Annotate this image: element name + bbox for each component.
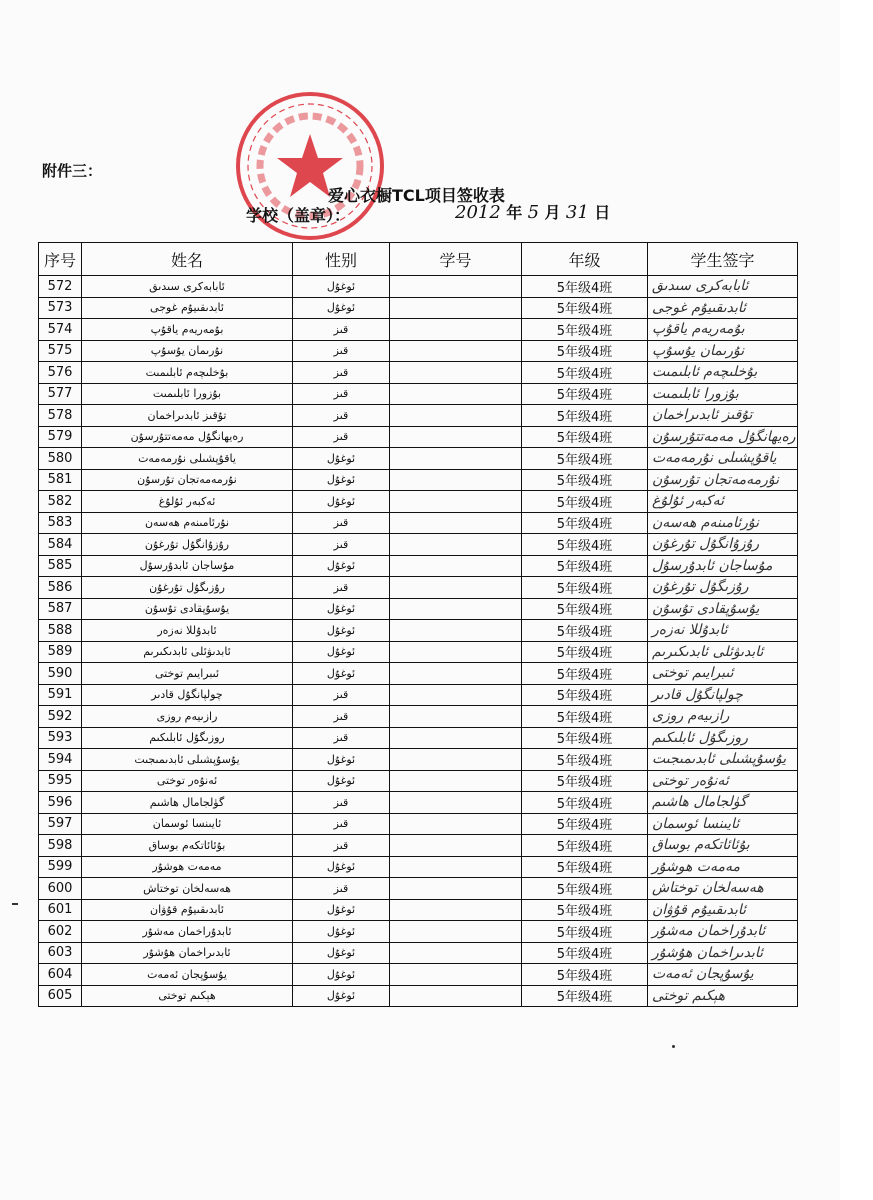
row-number: 605 — [39, 985, 82, 1007]
student-grade: 5年级4班 — [522, 297, 648, 319]
student-signature: بۇئائاتكەم بوساق — [648, 835, 798, 857]
student-gender: ئوغۇل — [293, 641, 390, 663]
student-name: رۇزىگۇل تۇرغۇن — [82, 577, 293, 599]
row-number: 579 — [39, 426, 82, 448]
student-grade: 5年级4班 — [522, 792, 648, 814]
table-row — [39, 985, 798, 1007]
date-day: 31 — [565, 202, 589, 223]
student-gender: ئوغۇل — [293, 620, 390, 642]
student-signature: ھەسەلخان توختاش — [648, 878, 798, 900]
scan-dot — [672, 1045, 675, 1048]
student-name: ئابدىقىيۇم قۇۋان — [82, 899, 293, 921]
student-id — [390, 297, 522, 319]
student-signature: مۇساجان ئابدۇرسۇل — [648, 555, 798, 577]
student-gender: قىز — [293, 706, 390, 728]
student-signature: نۇرئامىنەم ھەسەن — [648, 512, 798, 534]
student-name: ھەسەلخان توختاش — [82, 878, 293, 900]
row-number: 584 — [39, 534, 82, 556]
table-row — [39, 448, 798, 470]
student-id — [390, 362, 522, 384]
student-grade: 5年级4班 — [522, 878, 648, 900]
student-id — [390, 491, 522, 513]
row-number: 582 — [39, 491, 82, 513]
table-row — [39, 899, 798, 921]
date-month-unit: 月 — [544, 203, 561, 222]
row-number: 593 — [39, 727, 82, 749]
student-id — [390, 641, 522, 663]
student-name: نۇرئامىنەم ھەسەن — [82, 512, 293, 534]
student-gender: ئوغۇل — [293, 964, 390, 986]
table-row — [39, 555, 798, 577]
student-name: ھېكىم توختى — [82, 985, 293, 1007]
student-id — [390, 577, 522, 599]
student-signature: تۇقىز ئابدىراخمان — [648, 405, 798, 427]
row-number: 603 — [39, 942, 82, 964]
table-row — [39, 405, 798, 427]
table-row — [39, 276, 798, 298]
student-id — [390, 942, 522, 964]
table-row — [39, 340, 798, 362]
student-id — [390, 921, 522, 943]
row-number: 601 — [39, 899, 82, 921]
student-gender: ئوغۇل — [293, 942, 390, 964]
student-id — [390, 469, 522, 491]
student-name: ياقۇپشىلى نۇرمەمەت — [82, 448, 293, 470]
table-row — [39, 319, 798, 341]
row-number: 578 — [39, 405, 82, 427]
table-row — [39, 749, 798, 771]
student-id — [390, 598, 522, 620]
student-gender: قىز — [293, 813, 390, 835]
row-number: 600 — [39, 878, 82, 900]
table-row — [39, 964, 798, 986]
student-name: بۇخلىچەم ئابلىمىت — [82, 362, 293, 384]
student-gender: قىز — [293, 383, 390, 405]
table-row — [39, 706, 798, 728]
table-header-row — [39, 243, 798, 276]
student-grade: 5年级4班 — [522, 620, 648, 642]
student-grade: 5年级4班 — [522, 964, 648, 986]
row-number: 575 — [39, 340, 82, 362]
student-name: ئابدىراخمان ھۇشۇر — [82, 942, 293, 964]
student-gender: ئوغۇل — [293, 749, 390, 771]
student-gender: ئوغۇل — [293, 598, 390, 620]
student-name: بۇئائاتكەم بوساق — [82, 835, 293, 857]
student-name: ئابدۇراخمان مەشۇر — [82, 921, 293, 943]
student-grade: 5年级4班 — [522, 749, 648, 771]
row-number: 604 — [39, 964, 82, 986]
student-name: يۇسۇپجان ئەمەت — [82, 964, 293, 986]
student-id — [390, 749, 522, 771]
table-row — [39, 835, 798, 857]
student-name: يۇسۇپشىلى ئابدىمىجىت — [82, 749, 293, 771]
student-id — [390, 534, 522, 556]
student-id — [390, 899, 522, 921]
student-signature: بۇزورا ئابلىمىت — [648, 383, 798, 405]
student-gender: ئوغۇل — [293, 491, 390, 513]
student-gender: ئوغۇل — [293, 469, 390, 491]
student-id — [390, 684, 522, 706]
sign-date — [455, 200, 610, 223]
row-number: 581 — [39, 469, 82, 491]
table-row — [39, 878, 798, 900]
table-row — [39, 362, 798, 384]
student-gender: ئوغۇل — [293, 985, 390, 1007]
row-number: 587 — [39, 598, 82, 620]
student-gender: ئوغۇل — [293, 856, 390, 878]
student-grade: 5年级4班 — [522, 641, 648, 663]
student-gender: ئوغۇل — [293, 770, 390, 792]
student-gender: قىز — [293, 878, 390, 900]
student-id — [390, 426, 522, 448]
student-grade: 5年级4班 — [522, 469, 648, 491]
student-id — [390, 770, 522, 792]
row-number: 599 — [39, 856, 82, 878]
student-id — [390, 706, 522, 728]
table-row — [39, 383, 798, 405]
table-row — [39, 921, 798, 943]
student-name: بۇزورا ئابلىمىت — [82, 383, 293, 405]
table-row — [39, 534, 798, 556]
student-signature: ئابدىقىيۇم قۇۋان — [648, 899, 798, 921]
student-signature: يۇسۇپشىلى ئابدىمىجىت — [648, 749, 798, 771]
student-gender: ئوغۇل — [293, 276, 390, 298]
date-year: 2012 — [455, 202, 501, 223]
student-gender: قىز — [293, 319, 390, 341]
student-gender: قىز — [293, 405, 390, 427]
table-row — [39, 663, 798, 685]
student-id — [390, 856, 522, 878]
date-year-unit: 年 — [506, 203, 523, 222]
row-number: 574 — [39, 319, 82, 341]
student-signature: ئابدۇللا نەزەر — [648, 620, 798, 642]
student-signature: ئەنۇەر توختى — [648, 770, 798, 792]
student-grade: 5年级4班 — [522, 491, 648, 513]
table-row — [39, 620, 798, 642]
table-row — [39, 491, 798, 513]
student-signature: مەمەت ھوشۇر — [648, 856, 798, 878]
student-signature: يۇسۇپقادى تۇسۇن — [648, 598, 798, 620]
student-grade: 5年级4班 — [522, 921, 648, 943]
student-id — [390, 792, 522, 814]
student-name: ئەكبەر ئۇلۇغ — [82, 491, 293, 513]
student-grade: 5年级4班 — [522, 856, 648, 878]
student-id — [390, 620, 522, 642]
student-signature: ئابدىقىيۇم غوجى — [648, 297, 798, 319]
table-row — [39, 813, 798, 835]
student-name: ئىبرايىم توختى — [82, 663, 293, 685]
row-number: 591 — [39, 684, 82, 706]
student-signature: ئابابەكرى سىدىق — [648, 276, 798, 298]
student-id — [390, 727, 522, 749]
row-number: 592 — [39, 706, 82, 728]
student-id — [390, 405, 522, 427]
student-name: روزىگۇل ئابلىكىم — [82, 727, 293, 749]
student-id — [390, 555, 522, 577]
student-signature: ياقۇپشىلى نۇرمەمەت — [648, 448, 798, 470]
row-number: 585 — [39, 555, 82, 577]
table-row — [39, 426, 798, 448]
student-signature: رۇزۇانگۇل تۇرغۇن — [648, 534, 798, 556]
student-name: چولپانگۇل قادىر — [82, 684, 293, 706]
table-row — [39, 598, 798, 620]
student-grade: 5年级4班 — [522, 985, 648, 1007]
student-name: ئابدىۋئلى ئابدىكىرىم — [82, 641, 293, 663]
student-gender: قىز — [293, 362, 390, 384]
student-grade: 5年级4班 — [522, 577, 648, 599]
student-gender: قىز — [293, 340, 390, 362]
row-number: 576 — [39, 362, 82, 384]
student-gender: ئوغۇل — [293, 448, 390, 470]
student-signature: ھېكىم توختى — [648, 985, 798, 1007]
attachment-label: 附件三： — [42, 162, 103, 180]
row-number: 589 — [39, 641, 82, 663]
row-number: 588 — [39, 620, 82, 642]
student-signature: ئەكبەر ئۇلۇغ — [648, 491, 798, 513]
student-id — [390, 512, 522, 534]
school-stamp-label: 学校（盖章）： — [246, 206, 351, 225]
col-header-name: 姓名 — [82, 243, 293, 276]
row-number: 573 — [39, 297, 82, 319]
table-row — [39, 469, 798, 491]
col-header-signature: 学生签字 — [648, 243, 798, 276]
table-row — [39, 856, 798, 878]
table-row — [39, 770, 798, 792]
student-signature: ئابدۇراخمان مەشۇر — [648, 921, 798, 943]
student-grade: 5年级4班 — [522, 448, 648, 470]
table-row — [39, 577, 798, 599]
student-grade: 5年级4班 — [522, 426, 648, 448]
student-grade: 5年级4班 — [522, 534, 648, 556]
student-grade: 5年级4班 — [522, 276, 648, 298]
row-number: 580 — [39, 448, 82, 470]
student-name: رەيھانگۇل مەمەتتۇرسۇن — [82, 426, 293, 448]
student-signature: بۇمەريەم ياقۇپ — [648, 319, 798, 341]
student-id — [390, 448, 522, 470]
student-name: مەمەت ھوشۇر — [82, 856, 293, 878]
student-grade: 5年级4班 — [522, 727, 648, 749]
row-number: 594 — [39, 749, 82, 771]
student-grade: 5年级4班 — [522, 942, 648, 964]
table-row — [39, 727, 798, 749]
student-id — [390, 985, 522, 1007]
student-grade: 5年级4班 — [522, 512, 648, 534]
col-header-gender: 性别 — [293, 243, 390, 276]
student-grade: 5年级4班 — [522, 340, 648, 362]
student-gender: قىز — [293, 426, 390, 448]
student-gender: ئوغۇل — [293, 663, 390, 685]
table-row — [39, 792, 798, 814]
row-number: 598 — [39, 835, 82, 857]
student-id — [390, 878, 522, 900]
student-signature: بۇخلىچەم ئابلىمىت — [648, 362, 798, 384]
student-gender: قىز — [293, 512, 390, 534]
date-day-unit: 日 — [594, 203, 611, 222]
student-id — [390, 319, 522, 341]
student-grade: 5年级4班 — [522, 362, 648, 384]
student-grade: 5年级4班 — [522, 706, 648, 728]
student-id — [390, 813, 522, 835]
student-id — [390, 276, 522, 298]
table-row — [39, 684, 798, 706]
form-title: 爱心衣橱TCL项目签收表 — [328, 186, 505, 205]
scan-mark — [12, 903, 18, 905]
student-gender: ئوغۇل — [293, 899, 390, 921]
student-grade: 5年级4班 — [522, 319, 648, 341]
student-signature: نۇرمەمەتجان تۇرسۇن — [648, 469, 798, 491]
student-signature: رۇزىگۇل تۇرغۇن — [648, 577, 798, 599]
student-name: ئەنۇەر توختى — [82, 770, 293, 792]
row-number: 590 — [39, 663, 82, 685]
student-signature: رازىيەم روزى — [648, 706, 798, 728]
student-gender: قىز — [293, 835, 390, 857]
student-gender: قىز — [293, 727, 390, 749]
student-name: نۇرمەمەتجان تۇرسۇن — [82, 469, 293, 491]
student-name: رۇزۇانگۇل تۇرغۇن — [82, 534, 293, 556]
student-grade: 5年级4班 — [522, 555, 648, 577]
student-signature: چولپانگۇل قادىر — [648, 684, 798, 706]
student-id — [390, 964, 522, 986]
student-grade: 5年级4班 — [522, 405, 648, 427]
student-gender: ئوغۇل — [293, 921, 390, 943]
student-grade: 5年级4班 — [522, 770, 648, 792]
student-signature: ئىبرايىم توختى — [648, 663, 798, 685]
student-grade: 5年级4班 — [522, 835, 648, 857]
table-row — [39, 297, 798, 319]
student-name: گۈلجامال ھاشىم — [82, 792, 293, 814]
sign-receipt-table — [38, 242, 798, 1007]
row-number: 602 — [39, 921, 82, 943]
student-id — [390, 835, 522, 857]
student-gender: ئوغۇل — [293, 555, 390, 577]
row-number: 572 — [39, 276, 82, 298]
student-name: تۇقىز ئابدىراخمان — [82, 405, 293, 427]
row-number: 577 — [39, 383, 82, 405]
student-signature: گۈلجامال ھاشىم — [648, 792, 798, 814]
student-id — [390, 340, 522, 362]
student-gender: قىز — [293, 577, 390, 599]
student-signature: ئابدىراخمان ھۇشۇر — [648, 942, 798, 964]
student-name: ئايىنسا ئوسمان — [82, 813, 293, 835]
student-name: يۇسۇپقادى تۇسۇن — [82, 598, 293, 620]
student-gender: قىز — [293, 684, 390, 706]
student-gender: قىز — [293, 534, 390, 556]
student-name: بۇمەريەم ياقۇپ — [82, 319, 293, 341]
student-signature: ئابدىۋئلى ئابدىكىرىم — [648, 641, 798, 663]
student-grade: 5年级4班 — [522, 813, 648, 835]
table-row — [39, 641, 798, 663]
student-name: مۇساجان ئابدۇرسۇل — [82, 555, 293, 577]
student-gender: قىز — [293, 792, 390, 814]
col-header-grade: 年级 — [522, 243, 648, 276]
row-number: 595 — [39, 770, 82, 792]
student-signature: نۇرىمان يۇسۇپ — [648, 340, 798, 362]
student-id — [390, 383, 522, 405]
student-name: نۇرىمان يۇسۇپ — [82, 340, 293, 362]
student-name: ئابدىقىيۇم غوجى — [82, 297, 293, 319]
student-grade: 5年级4班 — [522, 663, 648, 685]
student-grade: 5年级4班 — [522, 383, 648, 405]
student-signature: رەيھانگۇل مەمەتتۇرسۇن — [648, 426, 798, 448]
col-header-number: 序号 — [39, 243, 82, 276]
student-signature: ئايىنسا ئوسمان — [648, 813, 798, 835]
row-number: 586 — [39, 577, 82, 599]
student-signature: يۇسۇپجان ئەمەت — [648, 964, 798, 986]
student-grade: 5年级4班 — [522, 899, 648, 921]
student-grade: 5年级4班 — [522, 598, 648, 620]
row-number: 596 — [39, 792, 82, 814]
date-month: 5 — [527, 202, 540, 223]
student-gender: ئوغۇل — [293, 297, 390, 319]
row-number: 583 — [39, 512, 82, 534]
row-number: 597 — [39, 813, 82, 835]
student-signature: روزىگۇل ئابلىكىم — [648, 727, 798, 749]
table-row — [39, 942, 798, 964]
student-name: ئابابەكرى سىدىق — [82, 276, 293, 298]
col-header-student-id: 学号 — [390, 243, 522, 276]
student-name: ئابدۇللا نەزەر — [82, 620, 293, 642]
student-grade: 5年级4班 — [522, 684, 648, 706]
table-row — [39, 512, 798, 534]
student-id — [390, 663, 522, 685]
student-name: رازىيەم روزى — [82, 706, 293, 728]
